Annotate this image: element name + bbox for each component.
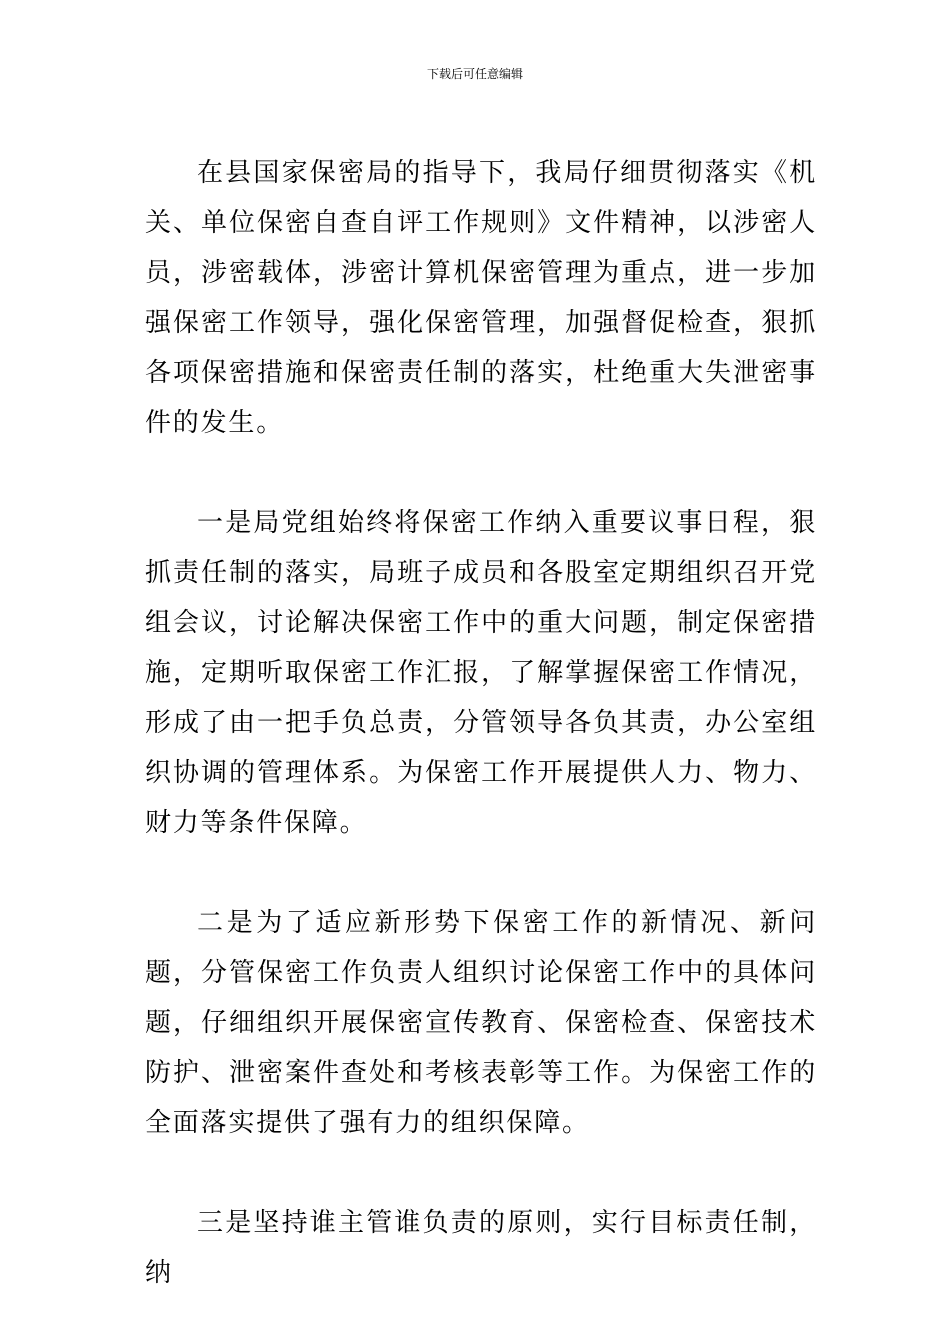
document-body [145, 148, 817, 1298]
paragraph-point-three: 三是坚持谁主管谁负责的原则，实行目标责任制，纳 [145, 1208, 817, 1288]
paragraph-point-two: 二是为了适应新形势下保密工作的新情况、新问题，分管保密工作负责人组织讨论保密工作中的具体问题，仔细组织开展保密宣传教育、保密检查、保密技术防护、泄密案件查处和考核表彰等工作。为保密工作的全面落实提供了强有力的组织保障。 [145, 908, 817, 1138]
page-header: 下载后可任意编辑 [426, 67, 523, 81]
paragraph-point-one: 一是局党组始终将保密工作纳入重要议事日程，狠抓责任制的落实，局班子成员和各股室定期组织召开党组会议，讨论解决保密工作中的重大问题，制定保密措施，定期听取保密工作汇报，了解掌握保密工作情况，形成了由一把手负总责，分管领导各负其责，办公室组织协调的管理体系。为保密工作开展提供人力、物力、财力等条件保障。 [145, 508, 817, 838]
paragraph-intro: 在县国家保密局的指导下，我局仔细贯彻落实《机关、单位保密自查自评工作规则》文件精神，以涉密人员，涉密载体，涉密计算机保密管理为重点，进一步加强保密工作领导，强化保密管理，加强督促检查，狠抓各项保密措施和保密责任制的落实，杜绝重大失泄密事件的发生。 [145, 158, 817, 438]
